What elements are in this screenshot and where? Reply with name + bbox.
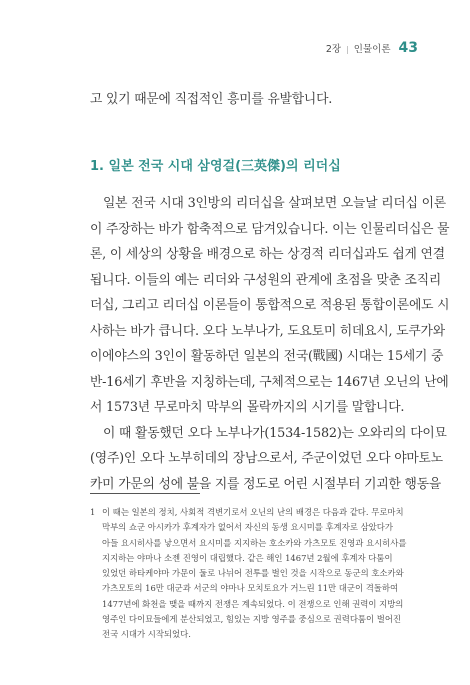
section-heading: 1. 일본 전국 시대 삼영걸(三英傑)의 리더십 [90,159,341,174]
intro-paragraph [90,87,412,113]
body-paragraph-2 [90,421,447,498]
footnote-line: 막부의 쇼군 아시카가 후계자가 없어서 자신의 동생 요시미를 후계자로 삼았다가 [102,522,393,533]
footnote [90,505,420,643]
text-line: 이에야스의 3인이 활동하던 일본의 전국(戰國) 시대는 15세기 중 [90,349,444,364]
footnote-line: 가츠모토의 16만 대군과 서군의 야마나 모치토요가 거느린 11만 대군이 격돌하여 [102,583,399,594]
chapter-label: 2장 [325,44,342,55]
footnote-line: 영주인 다이묘들에게 분산되었고, 힘있는 지방 영주를 중심으로 권력다툼이 벌어진 [102,614,402,625]
footnote-line: 지지하는 야마나 소젠 진영이 대립했다. 같은 해인 1467년 2월에 후계자 다툼이 [102,552,393,563]
body-paragraph-1 [90,191,450,421]
text-line: 반-16세기 후반을 지칭하는데, 구체적으로는 1467년 오닌의 난에 [90,374,449,390]
text-line: 카미 가문의 성에 불을 지를 정도로 어린 시절부터 기괴한 행동을 [90,476,442,492]
text-line: 사하는 바가 큽니다. 오다 노부나가, 도요토미 히데요시, 도쿠가와 [90,323,445,339]
text-line: 론, 이 세상의 상황을 배경으로 하는 상경적 리더십과도 쉽게 연결 [90,247,445,262]
text-line: 일본 전국 시대 3인방의 리더십을 살펴보면 오늘날 리더십 이론 [103,196,446,211]
footnote-line: 아들 요시히사를 낳으면서 요시미를 지지하는 호소카와 가츠모토 진영과 요시히사를 [102,537,407,548]
running-header [326,40,418,56]
text-line: 서 1573년 무로마치 막부의 몰락까지의 시기를 말합니다. [90,400,405,415]
footnote-line: 1477년에 화천을 맺을 때까지 전쟁은 계속되었다. 이 전쟁으로 인해 권력이 지방의 [102,598,404,609]
footnote-line: 전국 시대가 시작되었다. [102,629,191,640]
footnote-number: 1 [90,507,96,517]
footnote-line: 이 때는 일본의 정치, 사회적 격변기로서 오닌의 난의 배경은 다음과 같다. 무로마치 [102,507,404,517]
header-separator: | [346,45,349,54]
section-label: 인물이론 [353,44,391,55]
footnote-divider [90,493,200,494]
text-line: 이 때 활동했던 오다 노부나가(1534-1582)는 오와리의 다이묘 [103,425,447,441]
text-line: 고 있기 때문에 직접적인 흥미를 유발합니다. [90,92,333,107]
text-line: 이 주장하는 바가 함축적으로 담겨있습니다. 이는 인물리더십은 물 [90,221,450,237]
text-line: (영주)인 오다 노부히데의 장남으로서, 주군이었던 오다 야마토노 [90,451,443,466]
text-line: 됩니다. 이들의 예는 리더와 구성원의 관계에 초점을 맞춘 조직리 [90,272,442,288]
footnote-line: 있었던 하타케야마 가문이 둘로 나뉘어 전투를 벌인 것을 시작으로 동군의 호소카와 [102,568,404,579]
page-number: 43 [398,40,418,56]
footnote-body [102,505,406,643]
text-line: 더십, 그리고 리더십 이론들이 통합적으로 적용된 통합이론에도 시 [90,298,450,313]
